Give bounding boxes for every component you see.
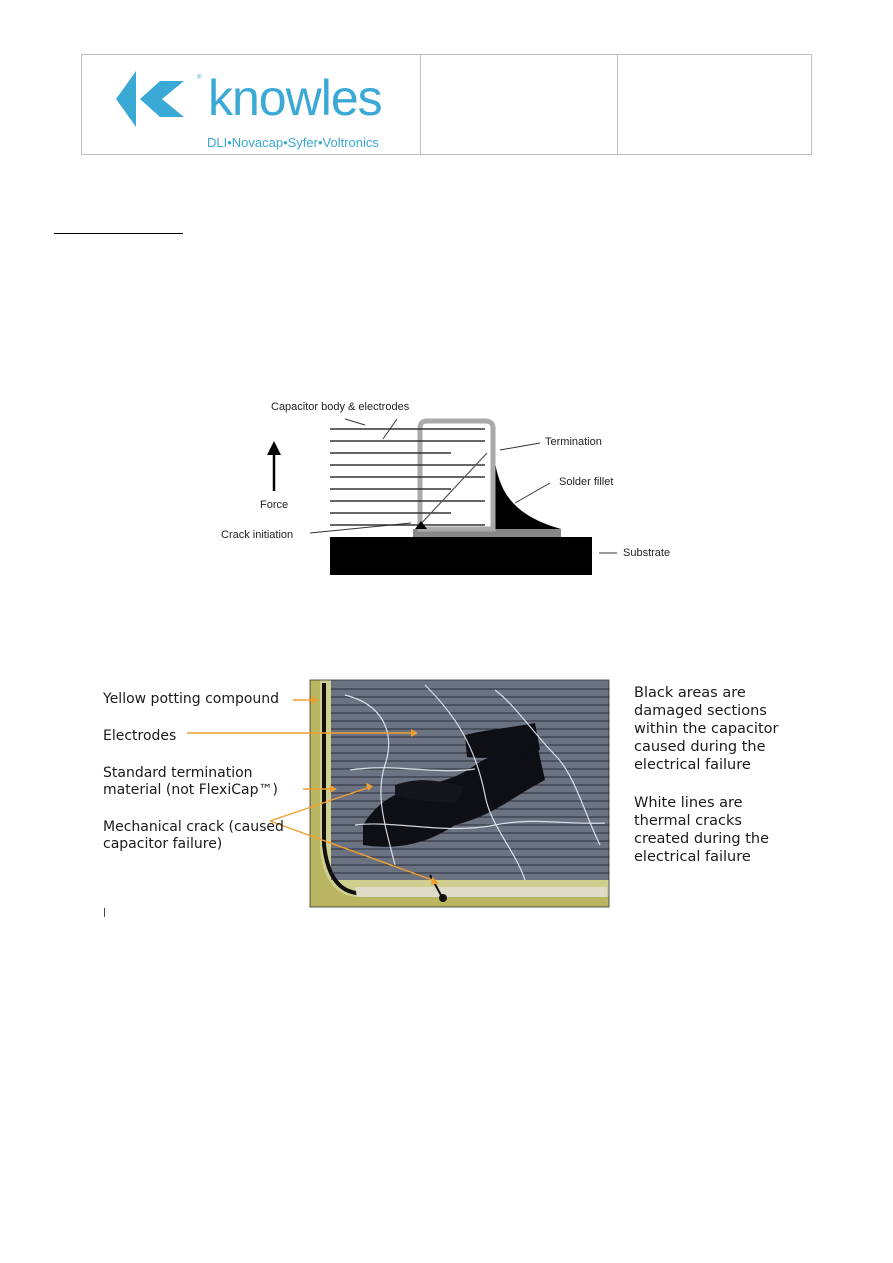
label-mechanical-crack — [103, 819, 284, 853]
label-electrodes: Electrodes — [103, 728, 177, 744]
failure-micrograph-figure — [95, 675, 795, 925]
label-force: Force — [260, 499, 289, 511]
label-solder-fillet: Solder fillet — [559, 476, 614, 488]
header-cell-3 — [618, 55, 812, 155]
label-crack-line1: Mechanical crack (caused — [103, 819, 284, 835]
note-black-line: Black areas are — [634, 685, 746, 701]
note-black-line: damaged sections — [634, 703, 767, 719]
note-black-line: within the capacitor — [634, 721, 779, 737]
label-substrate: Substrate — [623, 547, 671, 559]
note-white-line: White lines are — [634, 795, 743, 811]
note-white-line: electrical failure — [634, 849, 751, 865]
label-termination: Termination — [545, 436, 602, 448]
note-white-line: created during the — [634, 831, 770, 847]
label-termination-line1: Standard termination — [103, 765, 253, 781]
logo-cell — [82, 55, 421, 155]
logo-wordmark: knowles — [208, 70, 382, 126]
registered-mark: ® — [197, 75, 202, 81]
note-white-line: thermal cracks — [634, 813, 742, 829]
label-potting-compound: Yellow potting compound — [103, 691, 280, 707]
header-cell-2 — [421, 55, 618, 155]
logo-subtitle: DLI•Novacap•Syfer•Voltronics — [207, 135, 379, 150]
knowles-logo — [114, 63, 414, 151]
label-crack-initiation: Crack initiation — [221, 529, 294, 541]
header-table — [81, 54, 812, 155]
capacitor-flex-diagram — [215, 395, 685, 575]
label-crack-line2: capacitor failure) — [103, 836, 223, 852]
label-capacitor-body: Capacitor body & electrodes — [271, 401, 410, 413]
label-termination-line2: material (not FlexiCap™) — [103, 782, 278, 798]
capacitor-diagram-graphic — [215, 395, 685, 575]
section-heading-underline — [54, 233, 183, 234]
text-cursor — [104, 908, 105, 917]
note-black-line: caused during the — [634, 739, 766, 755]
note-black-line: electrical failure — [634, 757, 751, 773]
knowles-k-icon — [114, 63, 194, 133]
label-standard-termination — [103, 765, 278, 799]
